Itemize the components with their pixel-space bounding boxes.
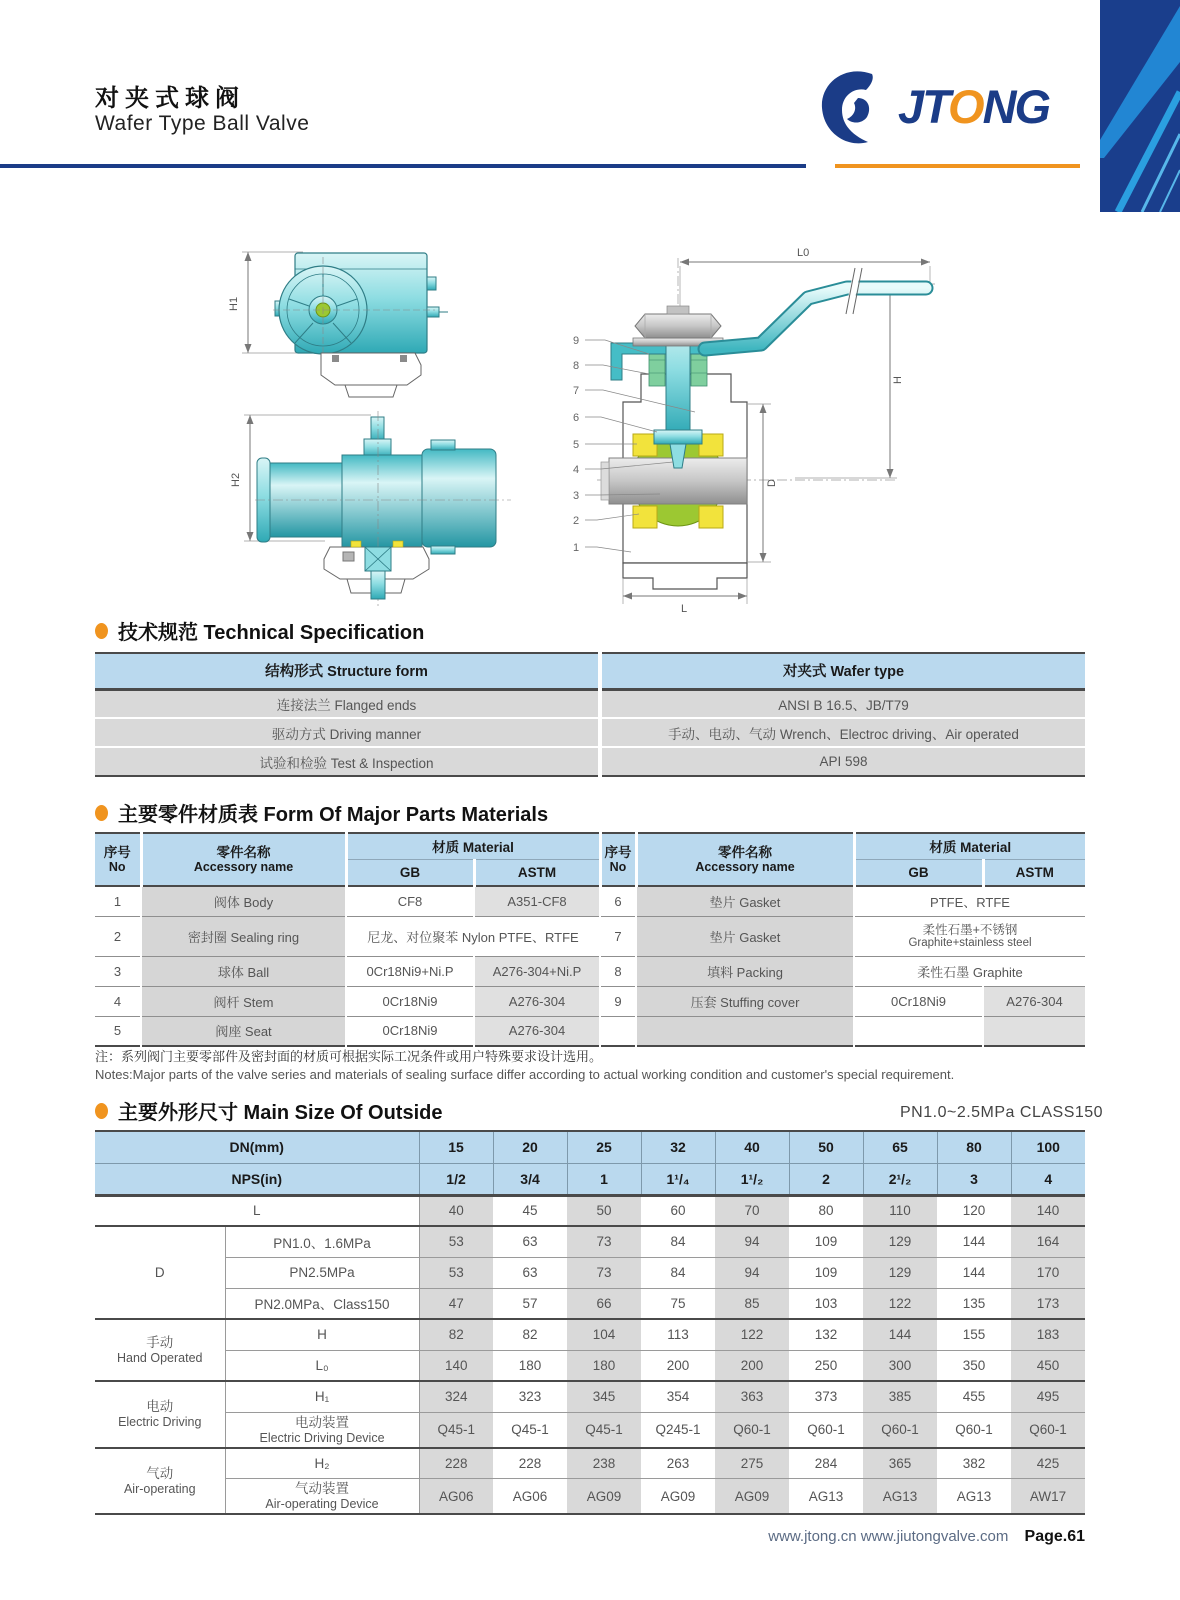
part-number: 1 — [573, 542, 580, 554]
table-cell: 0Cr18Ni9 — [346, 986, 474, 1016]
size-value: 354 — [641, 1381, 715, 1412]
table-row — [95, 1381, 1085, 1412]
dn-value: 80 — [937, 1131, 1011, 1163]
size-value: Q60-1 — [937, 1412, 1011, 1448]
size-value: 385 — [863, 1381, 937, 1412]
size-value: 109 — [789, 1226, 863, 1257]
table-row — [95, 718, 1085, 747]
table-cell: ANSI B 16.5、JB/T79 — [600, 689, 1085, 718]
size-value: 450 — [1011, 1350, 1085, 1381]
dim-label-h2: H2 — [230, 472, 242, 487]
table-row — [95, 1257, 1085, 1288]
size-value: 144 — [937, 1257, 1011, 1288]
size-value: 129 — [863, 1226, 937, 1257]
table-row — [95, 1412, 1085, 1448]
size-value: AG06 — [419, 1479, 493, 1515]
spec-section-title-text: 技术规范 Technical Specification — [118, 622, 425, 644]
table-row — [95, 1448, 1085, 1479]
part-number: 5 — [573, 439, 580, 451]
table-cell: 阀座 Seat — [141, 1016, 346, 1046]
size-value: 200 — [641, 1350, 715, 1381]
table-cell: 压套 Stuffing cover — [636, 986, 854, 1016]
size-value: 250 — [789, 1350, 863, 1381]
size-value: 425 — [1011, 1448, 1085, 1479]
size-value: 170 — [1011, 1257, 1085, 1288]
corner-stripe-decoration — [1100, 0, 1180, 212]
row-label: PN1.0、1.6MPa — [225, 1226, 419, 1257]
jtong-logo — [812, 62, 1049, 150]
page-footer — [95, 1528, 1085, 1546]
size-value: 144 — [937, 1226, 1011, 1257]
dn-value: 15 — [419, 1131, 493, 1163]
table-cell: A276-304 — [983, 986, 1085, 1016]
table-cell: 密封圈 Sealing ring — [141, 916, 346, 956]
table-cell: 8 — [600, 956, 636, 986]
size-value: 40 — [419, 1195, 493, 1226]
technical-spec-table — [95, 652, 1085, 777]
size-value: 140 — [419, 1350, 493, 1381]
dim-label-l: L — [681, 603, 688, 615]
size-value: 82 — [419, 1319, 493, 1350]
table-cell: 驱动方式 Driving manner — [95, 718, 600, 747]
size-value: AG13 — [863, 1479, 937, 1515]
part-number: 8 — [573, 360, 580, 372]
dn-label: DN(mm) — [95, 1131, 419, 1163]
size-value: 455 — [937, 1381, 1011, 1412]
size-value: 140 — [1011, 1195, 1085, 1226]
table-row — [95, 1288, 1085, 1319]
page-number: Page.61 — [1024, 1528, 1085, 1545]
table-cell: 序号 No — [600, 833, 636, 886]
table-row — [95, 1195, 1085, 1226]
size-value: 94 — [715, 1226, 789, 1257]
jtong-logo-icon — [812, 64, 894, 148]
size-value: AG09 — [567, 1479, 641, 1515]
spec-section-title — [95, 616, 424, 645]
part-number: 9 — [573, 335, 580, 347]
table-cell: 连接法兰 Flanged ends — [95, 689, 600, 718]
size-value: 66 — [567, 1288, 641, 1319]
table-cell: 1 — [95, 886, 141, 916]
size-value: 300 — [863, 1350, 937, 1381]
size-value: Q245-1 — [641, 1412, 715, 1448]
size-value: 63 — [493, 1226, 567, 1257]
size-value: 129 — [863, 1257, 937, 1288]
size-value: 57 — [493, 1288, 567, 1319]
table-cell: 阀体 Body — [141, 886, 346, 916]
page-title-en: Wafer Type Ball Valve — [95, 112, 310, 135]
size-value: 122 — [715, 1319, 789, 1350]
size-value: 164 — [1011, 1226, 1085, 1257]
nps-value: 1¹/₄ — [641, 1163, 715, 1195]
row-label: PN2.5MPa — [225, 1257, 419, 1288]
part-number: 6 — [573, 412, 580, 424]
dn-value: 20 — [493, 1131, 567, 1163]
size-value: 183 — [1011, 1319, 1085, 1350]
nps-value: 2¹/₂ — [863, 1163, 937, 1195]
nps-value: 2 — [789, 1163, 863, 1195]
bullet-icon — [95, 805, 108, 821]
size-value: 228 — [419, 1448, 493, 1479]
table-row — [95, 689, 1085, 718]
size-value: AG09 — [715, 1479, 789, 1515]
seat — [699, 506, 723, 528]
materials-table — [95, 832, 1085, 1047]
table-cell: 4 — [95, 986, 141, 1016]
size-value: 275 — [715, 1448, 789, 1479]
table-cell — [600, 1016, 636, 1046]
row-label: L₀ — [225, 1350, 419, 1381]
size-value: 363 — [715, 1381, 789, 1412]
dim-label-l0: L0 — [797, 247, 810, 259]
size-value: Q45-1 — [567, 1412, 641, 1448]
table-cell: 7 — [600, 916, 636, 956]
size-value: 84 — [641, 1257, 715, 1288]
size-value: 120 — [937, 1195, 1011, 1226]
size-value: 180 — [493, 1350, 567, 1381]
bullet-icon — [95, 623, 108, 639]
size-value: 113 — [641, 1319, 715, 1350]
size-value: 110 — [863, 1195, 937, 1226]
jtong-logo-text: JTONG — [898, 79, 1050, 133]
table-row — [95, 1016, 1085, 1046]
table-cell: 垫片 Gasket — [636, 886, 854, 916]
table-cell: 材质 Material — [854, 833, 1085, 859]
table-row — [95, 1319, 1085, 1350]
table-cell: 9 — [600, 986, 636, 1016]
table-cell: A276-304 — [474, 1016, 600, 1046]
size-value: 173 — [1011, 1288, 1085, 1319]
table-cell: 试验和检验 Test & Inspection — [95, 747, 600, 776]
dn-value: 65 — [863, 1131, 937, 1163]
note-en: Notes:Major parts of the valve series and materials of sealing surface differ according to actual working condition and customer's special requirement. — [95, 1067, 955, 1082]
table-row — [95, 1479, 1085, 1515]
size-value: Q60-1 — [789, 1412, 863, 1448]
table-cell: 5 — [95, 1016, 141, 1046]
size-value: AG13 — [937, 1479, 1011, 1515]
size-value: 155 — [937, 1319, 1011, 1350]
size-value: 122 — [863, 1288, 937, 1319]
main-size-table — [95, 1130, 1085, 1515]
table-cell: ASTM — [983, 859, 1085, 886]
size-value: 82 — [493, 1319, 567, 1350]
right-technical-drawing — [545, 222, 1005, 622]
table-cell: GB — [346, 859, 474, 886]
group-label: 电动 Electric Driving — [95, 1381, 225, 1448]
table-cell: 0Cr18Ni9+Ni.P — [346, 956, 474, 986]
seat — [633, 434, 657, 456]
dim-label-h1: H1 — [228, 296, 240, 311]
size-value: 50 — [567, 1195, 641, 1226]
seat — [699, 434, 723, 456]
materials-section-title-text: 主要零件材质表 Form Of Major Parts Materials — [118, 804, 549, 826]
size-value: 228 — [493, 1448, 567, 1479]
dn-value: 25 — [567, 1131, 641, 1163]
size-value: 53 — [419, 1226, 493, 1257]
size-value: AG13 — [789, 1479, 863, 1515]
size-value: 45 — [493, 1195, 567, 1226]
dn-value: 100 — [1011, 1131, 1085, 1163]
table-cell — [983, 1016, 1085, 1046]
size-value: 73 — [567, 1257, 641, 1288]
table-cell: GB — [854, 859, 983, 886]
table-cell: 填料 Packing — [636, 956, 854, 986]
size-section-title — [95, 1096, 442, 1125]
table-cell: A351-CF8 — [474, 886, 600, 916]
size-value: Q60-1 — [715, 1412, 789, 1448]
size-value: 132 — [789, 1319, 863, 1350]
footer-url-1: www.jtong.cn — [768, 1528, 857, 1545]
table-row — [95, 1350, 1085, 1381]
table-cell: A276-304 — [474, 986, 600, 1016]
dn-value: 50 — [789, 1131, 863, 1163]
nps-label: NPS(in) — [95, 1163, 419, 1195]
seat — [633, 506, 657, 528]
size-value: 373 — [789, 1381, 863, 1412]
size-value: 84 — [641, 1226, 715, 1257]
table-cell: 阀杆 Stem — [141, 986, 346, 1016]
table-cell: 柔性石墨 Graphite — [854, 956, 1085, 986]
table-row — [95, 747, 1085, 776]
row-label: L — [95, 1195, 419, 1226]
nps-value: 1/2 — [419, 1163, 493, 1195]
size-value: 350 — [937, 1350, 1011, 1381]
size-value: 63 — [493, 1257, 567, 1288]
nps-value: 4 — [1011, 1163, 1085, 1195]
size-value: 47 — [419, 1288, 493, 1319]
size-value: 200 — [715, 1350, 789, 1381]
table-cell: A276-304+Ni.P — [474, 956, 600, 986]
table-cell: CF8 — [346, 886, 474, 916]
table-row — [95, 833, 1085, 859]
size-value: 345 — [567, 1381, 641, 1412]
table-cell — [636, 1016, 854, 1046]
table-row — [95, 986, 1085, 1016]
table-cell: ASTM — [474, 859, 600, 886]
table-cell — [854, 1016, 983, 1046]
table-cell: 球体 Ball — [141, 956, 346, 986]
table-cell: 柔性石墨+不锈钢 Graphite+stainless steel — [854, 916, 1085, 956]
spec-header-wafer: 对夹式 Wafer type — [600, 653, 1085, 689]
row-label: H₁ — [225, 1381, 419, 1412]
table-cell: 手动、电动、气动 Wrench、Electroc driving、Air operated — [600, 718, 1085, 747]
group-label: 气动 Air-operating — [95, 1448, 225, 1515]
size-value: 70 — [715, 1195, 789, 1226]
size-value: 53 — [419, 1257, 493, 1288]
table-row — [95, 1163, 1085, 1195]
size-value: 60 — [641, 1195, 715, 1226]
size-value: Q60-1 — [863, 1412, 937, 1448]
actuator-side — [422, 449, 496, 547]
dim-label-h: H — [892, 376, 904, 384]
dim-label-d: D — [766, 479, 778, 487]
table-cell: 2 — [95, 916, 141, 956]
row-label: PN2.0MPa、Class150 — [225, 1288, 419, 1319]
row-label: 气动装置 Air-operating Device — [225, 1479, 419, 1515]
bullet-icon — [95, 1103, 108, 1119]
nps-value: 1¹/₂ — [715, 1163, 789, 1195]
table-row — [95, 653, 1085, 689]
table-cell: 零件名称 Accessory name — [636, 833, 854, 886]
nps-value: 1 — [567, 1163, 641, 1195]
size-value: 180 — [567, 1350, 641, 1381]
header-rule-orange — [835, 164, 1080, 168]
size-value: 75 — [641, 1288, 715, 1319]
size-value: Q60-1 — [1011, 1412, 1085, 1448]
table-cell: 6 — [600, 886, 636, 916]
size-value: 135 — [937, 1288, 1011, 1319]
size-value: Q45-1 — [493, 1412, 567, 1448]
materials-notes — [95, 1048, 1115, 1084]
size-value: Q45-1 — [419, 1412, 493, 1448]
size-value: 109 — [789, 1257, 863, 1288]
table-row — [95, 916, 1085, 956]
size-value: 263 — [641, 1448, 715, 1479]
row-label: H₂ — [225, 1448, 419, 1479]
size-value: 324 — [419, 1381, 493, 1412]
size-value: 80 — [789, 1195, 863, 1226]
materials-section-title — [95, 798, 548, 827]
table-cell: API 598 — [600, 747, 1085, 776]
size-value: 495 — [1011, 1381, 1085, 1412]
size-value: 104 — [567, 1319, 641, 1350]
size-value: 238 — [567, 1448, 641, 1479]
size-value: 382 — [937, 1448, 1011, 1479]
size-value: 94 — [715, 1257, 789, 1288]
size-value: 144 — [863, 1319, 937, 1350]
left-technical-drawing — [175, 225, 520, 615]
dn-value: 40 — [715, 1131, 789, 1163]
table-cell: 3 — [95, 956, 141, 986]
table-cell: 材质 Material — [346, 833, 600, 859]
table-cell: 0Cr18Ni9 — [346, 1016, 474, 1046]
table-cell: 0Cr18Ni9 — [854, 986, 983, 1016]
size-value: 85 — [715, 1288, 789, 1319]
header-rule-blue — [0, 164, 806, 168]
table-row — [95, 1131, 1085, 1163]
part-number: 2 — [573, 515, 580, 527]
size-value: 365 — [863, 1448, 937, 1479]
page-title-zh: 对夹式球阀 — [95, 85, 245, 112]
row-label: H — [225, 1319, 419, 1350]
spec-header-structure: 结构形式 Structure form — [95, 653, 600, 689]
footer-url-2: www.jiutongvalve.com — [860, 1528, 1009, 1545]
size-value: AG06 — [493, 1479, 567, 1515]
table-cell: 尼龙、对位聚苯 Nylon PTFE、RTFE — [346, 916, 600, 956]
stem-nut — [635, 314, 721, 338]
table-cell: 序号 No — [95, 833, 141, 886]
size-value: 73 — [567, 1226, 641, 1257]
table-cell: 垫片 Gasket — [636, 916, 854, 956]
pressure-class-note: PN1.0~2.5MPa CLASS150 — [900, 1104, 1104, 1121]
table-row — [95, 1226, 1085, 1257]
part-numbers — [573, 335, 579, 554]
size-value: AG09 — [641, 1479, 715, 1515]
group-label: D — [95, 1226, 225, 1319]
group-label: 手动 Hand Operated — [95, 1319, 225, 1381]
size-section-title-text: 主要外形尺寸 Main Size Of Outside — [118, 1102, 443, 1124]
size-value: 284 — [789, 1448, 863, 1479]
dn-value: 32 — [641, 1131, 715, 1163]
row-label: 电动装置 Electric Driving Device — [225, 1412, 419, 1448]
table-cell: 零件名称 Accessory name — [141, 833, 346, 886]
table-row — [95, 886, 1085, 916]
size-value: 103 — [789, 1288, 863, 1319]
part-number: 3 — [573, 490, 580, 502]
size-value: AW17 — [1011, 1479, 1085, 1515]
nps-value: 3 — [937, 1163, 1011, 1195]
note-zh: 注：系列阀门主要零部件及密封面的材质可根据实际工况条件或用户特殊要求设计选用。 — [95, 1049, 603, 1064]
part-number: 7 — [573, 385, 580, 397]
table-cell: PTFE、RTFE — [854, 886, 1085, 916]
nps-value: 3/4 — [493, 1163, 567, 1195]
table-row — [95, 956, 1085, 986]
part-number: 4 — [573, 464, 580, 476]
size-value: 323 — [493, 1381, 567, 1412]
